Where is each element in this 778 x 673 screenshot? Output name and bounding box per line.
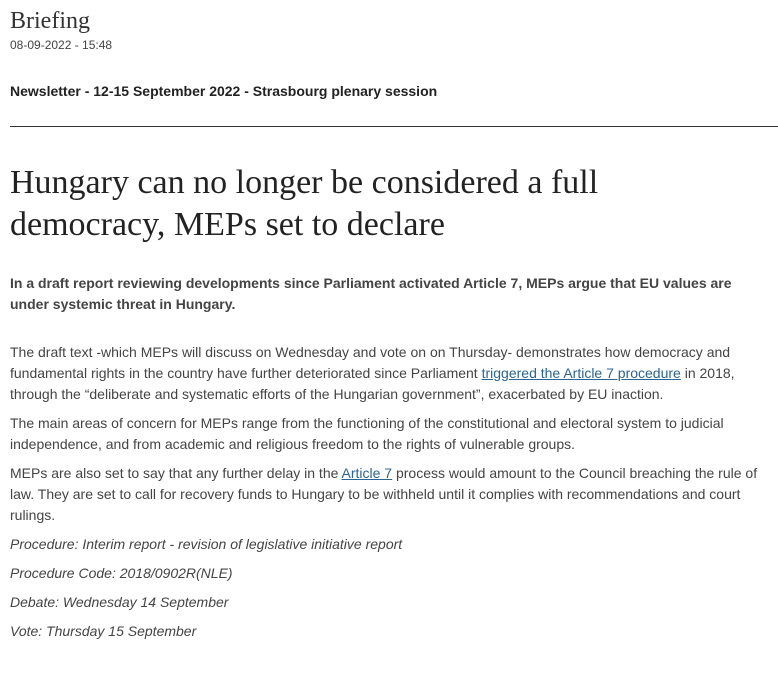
paragraph-3 (10, 463, 765, 526)
doc-type-label: Briefing (10, 8, 90, 34)
paragraph-1 (10, 342, 765, 405)
paragraph-2: The main areas of concern for MEPs range from the functioning of the constitutional and electoral system to judicial independence, and from academic and religious freedom to the rights of vulnerable groups. (10, 415, 724, 452)
article-lead: In a draft report reviewing developments since Parliament activated Article 7, MEPs argue that EU values are under systemic threat in Hungary. (10, 275, 732, 312)
paragraph-1-text-a: The draft text -which MEPs will discuss on Wednesday and vote on on Thursday- demonstrates how democracy and fundamental rights in the country have further deteriorated since Parliament (10, 344, 731, 381)
procedure-info: Procedure: Interim report - revision of legislative initiative report (10, 536, 403, 552)
paragraph-3-text-b: process would amount to the Council breaching the rule of law. They are set to call for recovery funds to Hungary to be withheld until it complies with recommendations and court rulings. (10, 465, 758, 523)
paragraph-3-text-a: MEPs are also set to say that any further delay in the (10, 465, 342, 481)
procedure-code: Procedure Code: 2018/0902R(NLE) (10, 565, 233, 581)
article-title: Hungary can no longer be considered a full democracy, MEPs set to declare (10, 164, 599, 243)
divider (10, 126, 778, 127)
newsletter-title: Newsletter - 12-15 September 2022 - Strasbourg plenary session (10, 83, 438, 99)
article-7-link[interactable]: Article 7 (341, 465, 393, 481)
briefing-page (10, 0, 778, 642)
paragraph-1-text-b: in 2018, through the “deliberate and systematic efforts of the Hungarian government”, exacerbated by EU inaction. (10, 365, 735, 402)
debate-date: Debate: Wednesday 14 September (10, 594, 229, 610)
article-7-procedure-link[interactable]: triggered the Article 7 procedure (481, 365, 681, 381)
publication-date: 08-09-2022 - 15:48 (10, 38, 113, 52)
vote-date: Vote: Thursday 15 September (10, 623, 197, 639)
